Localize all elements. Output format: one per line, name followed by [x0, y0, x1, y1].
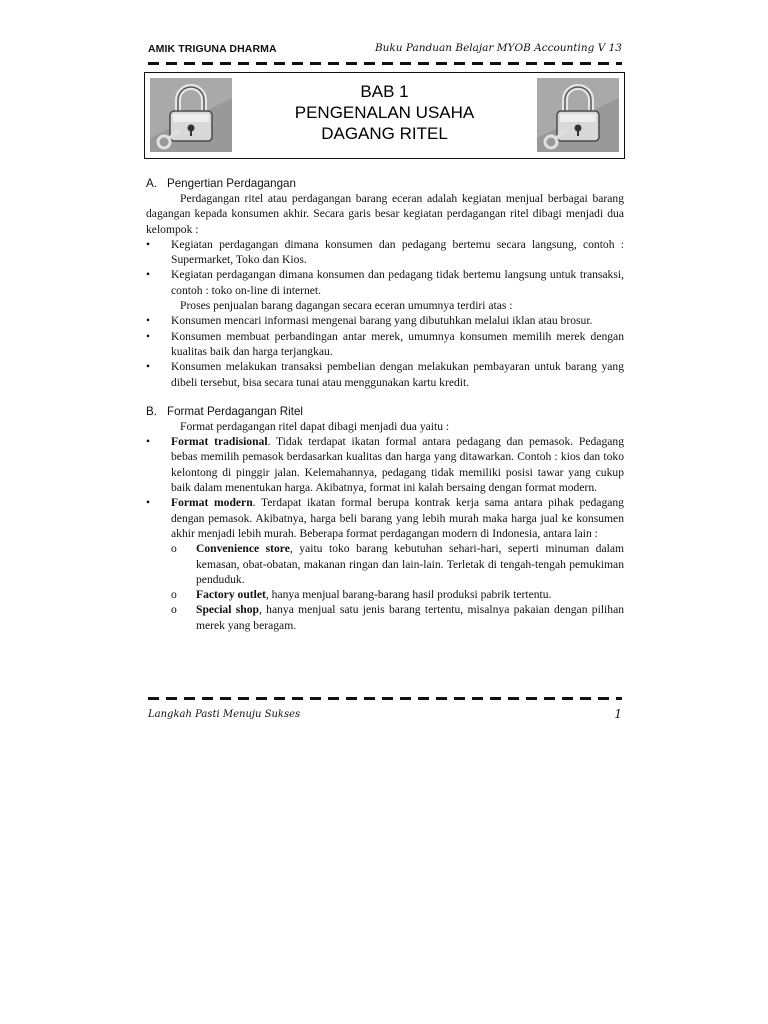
header-book-title: Buku Panduan Belajar MYOB Accounting V 13 [374, 42, 622, 54]
term-modern: Format modern [171, 496, 253, 510]
chapter-title-line-1: PENGENALAN USAHA [294, 103, 475, 122]
sales-process-list [146, 313, 624, 389]
bullet-icon: • [146, 314, 151, 328]
process-intro: Proses penjualan barang dagangan secara eceran umumnya terdiri atas : [180, 299, 513, 313]
chapter-number: BAB 1 [360, 82, 409, 101]
sub-list-item: o Factory outlet, hanya menjual barang-barang hasil produksi pabrik tertentu. [171, 588, 552, 602]
bullet-icon: • [146, 496, 151, 510]
sub-list-item: o Convenience store, yaitu toko barang kebutuhan sehari-hari, seperti minuman dalam kemasan, obat-obatan, makanan ringan dan lain-lain. Terletak di tengah-tengah pemukiman penduduk. [171, 542, 625, 586]
padlock-image-right [537, 78, 619, 152]
section-b-heading [146, 404, 624, 419]
section-a-number: A. [146, 177, 157, 190]
section-b-number: B. [146, 404, 157, 418]
list-item: • Format tradisional. Tidak terdapat ikatan formal antara pedagang dan pemasok. Pedagang bebas memilih pemasok berdasarkan kualitas dan harga yang ditawarkan. Contoh : kios dan toko kelontong di pinggir jalan. Kelemahannya, pedagang tidak memiliki posisi tawar yang cukup baik dalam menentukan harga. Akibatnya, format ini kalah bersaing dengan format modern. [146, 435, 624, 495]
section-b-intro: Format perdagangan ritel dapat dibagi menjadi dua yaitu : [180, 419, 450, 433]
list-item: • Konsumen melakukan transaksi pembelian dengan melakukan pembayaran untuk barang yang dibeli tersebut, bisa secara tunai atau menggunakan kartu kredit. [146, 360, 624, 389]
bullet-icon: • [146, 329, 151, 343]
padlock-image-left [150, 78, 232, 152]
section-a-heading [146, 176, 624, 191]
section-a-title: Pengertian Perdagangan [167, 177, 296, 190]
circle-bullet-icon: o [171, 542, 177, 556]
list-item: • Kegiatan perdagangan dimana konsumen dan pedagang bertemu secara langsung, contoh : Supermarket, Toko dan Kios. [146, 237, 624, 267]
retail-groups-list [146, 237, 624, 298]
footer-dashed-divider [148, 697, 622, 700]
bullet-icon: • [146, 435, 151, 449]
term-traditional: Format tradisional [171, 435, 268, 449]
section-b-title: Format Perdagangan Ritel [167, 404, 303, 418]
modern-format-list [171, 541, 624, 633]
chapter-title-box [144, 72, 625, 159]
list-item: • Konsumen mencari informasi mengenai barang yang dibutuhkan melalui iklan atau brosur. [146, 314, 593, 328]
list-item: • Kegiatan perdagangan dimana konsumen dan pedagang tidak bertemu langsung untuk transaksi, contoh : toko on-line di internet. [146, 268, 624, 297]
chapter-title [240, 81, 529, 144]
circle-bullet-icon: o [171, 603, 177, 617]
sub-list-item: o Special shop, hanya menjual satu jenis barang tertentu, misalnya pakaian dengan pilihan merek yang beragam. [171, 603, 625, 632]
bullet-icon: • [146, 360, 151, 374]
chapter-title-line-2: DAGANG RITEL [321, 124, 448, 143]
header-institution: AMIK TRIGUNA DHARMA [148, 43, 277, 55]
bullet-icon: • [146, 268, 151, 282]
header-dashed-divider [148, 62, 622, 65]
page-number: 1 [614, 707, 622, 721]
bullet-icon: • [146, 237, 151, 251]
document-body [146, 176, 624, 633]
footer-tagline: Langkah Pasti Menuju Sukses [148, 709, 301, 720]
list-item: • Konsumen membuat perbandingan antar merek, umumnya konsumen memilih merek dengan kualitas baik dan harga terjangkau. [146, 329, 624, 358]
section-a-intro: Perdagangan ritel atau perdagangan barang eceran adalah kegiatan menjual berbagai barang dagangan kepada konsumen akhir. Secara garis besar kegiatan perdagangan ritel dibagi menjadi dua kelompok : [146, 192, 624, 236]
circle-bullet-icon: o [171, 588, 177, 602]
retail-format-list [146, 434, 624, 633]
list-item: • Format modern. Terdapat ikatan formal berupa kontrak kerja sama antara pihak pedagang dengan pemasok. Akibatnya, harga beli barang yang lebih murah maka harga jual ke konsumen akhir menjadi lebih murah. Beberapa format perdagangan modern di Indonesia, antara lain : o Convenience store, yaitu toko barang kebutuhan sehari-hari, seperti minuman dalam kemasan, obat-obatan, makanan ringan dan lain-lain. Terletak di tengah-tengah pemukiman penduduk. o Factory outlet, hanya menjual barang-barang hasil produksi pabrik tertentu. o Special shop, hanya menjual satu jenis barang tertentu, misalnya pakaian dengan pilihan merek yang beragam. [146, 496, 625, 632]
